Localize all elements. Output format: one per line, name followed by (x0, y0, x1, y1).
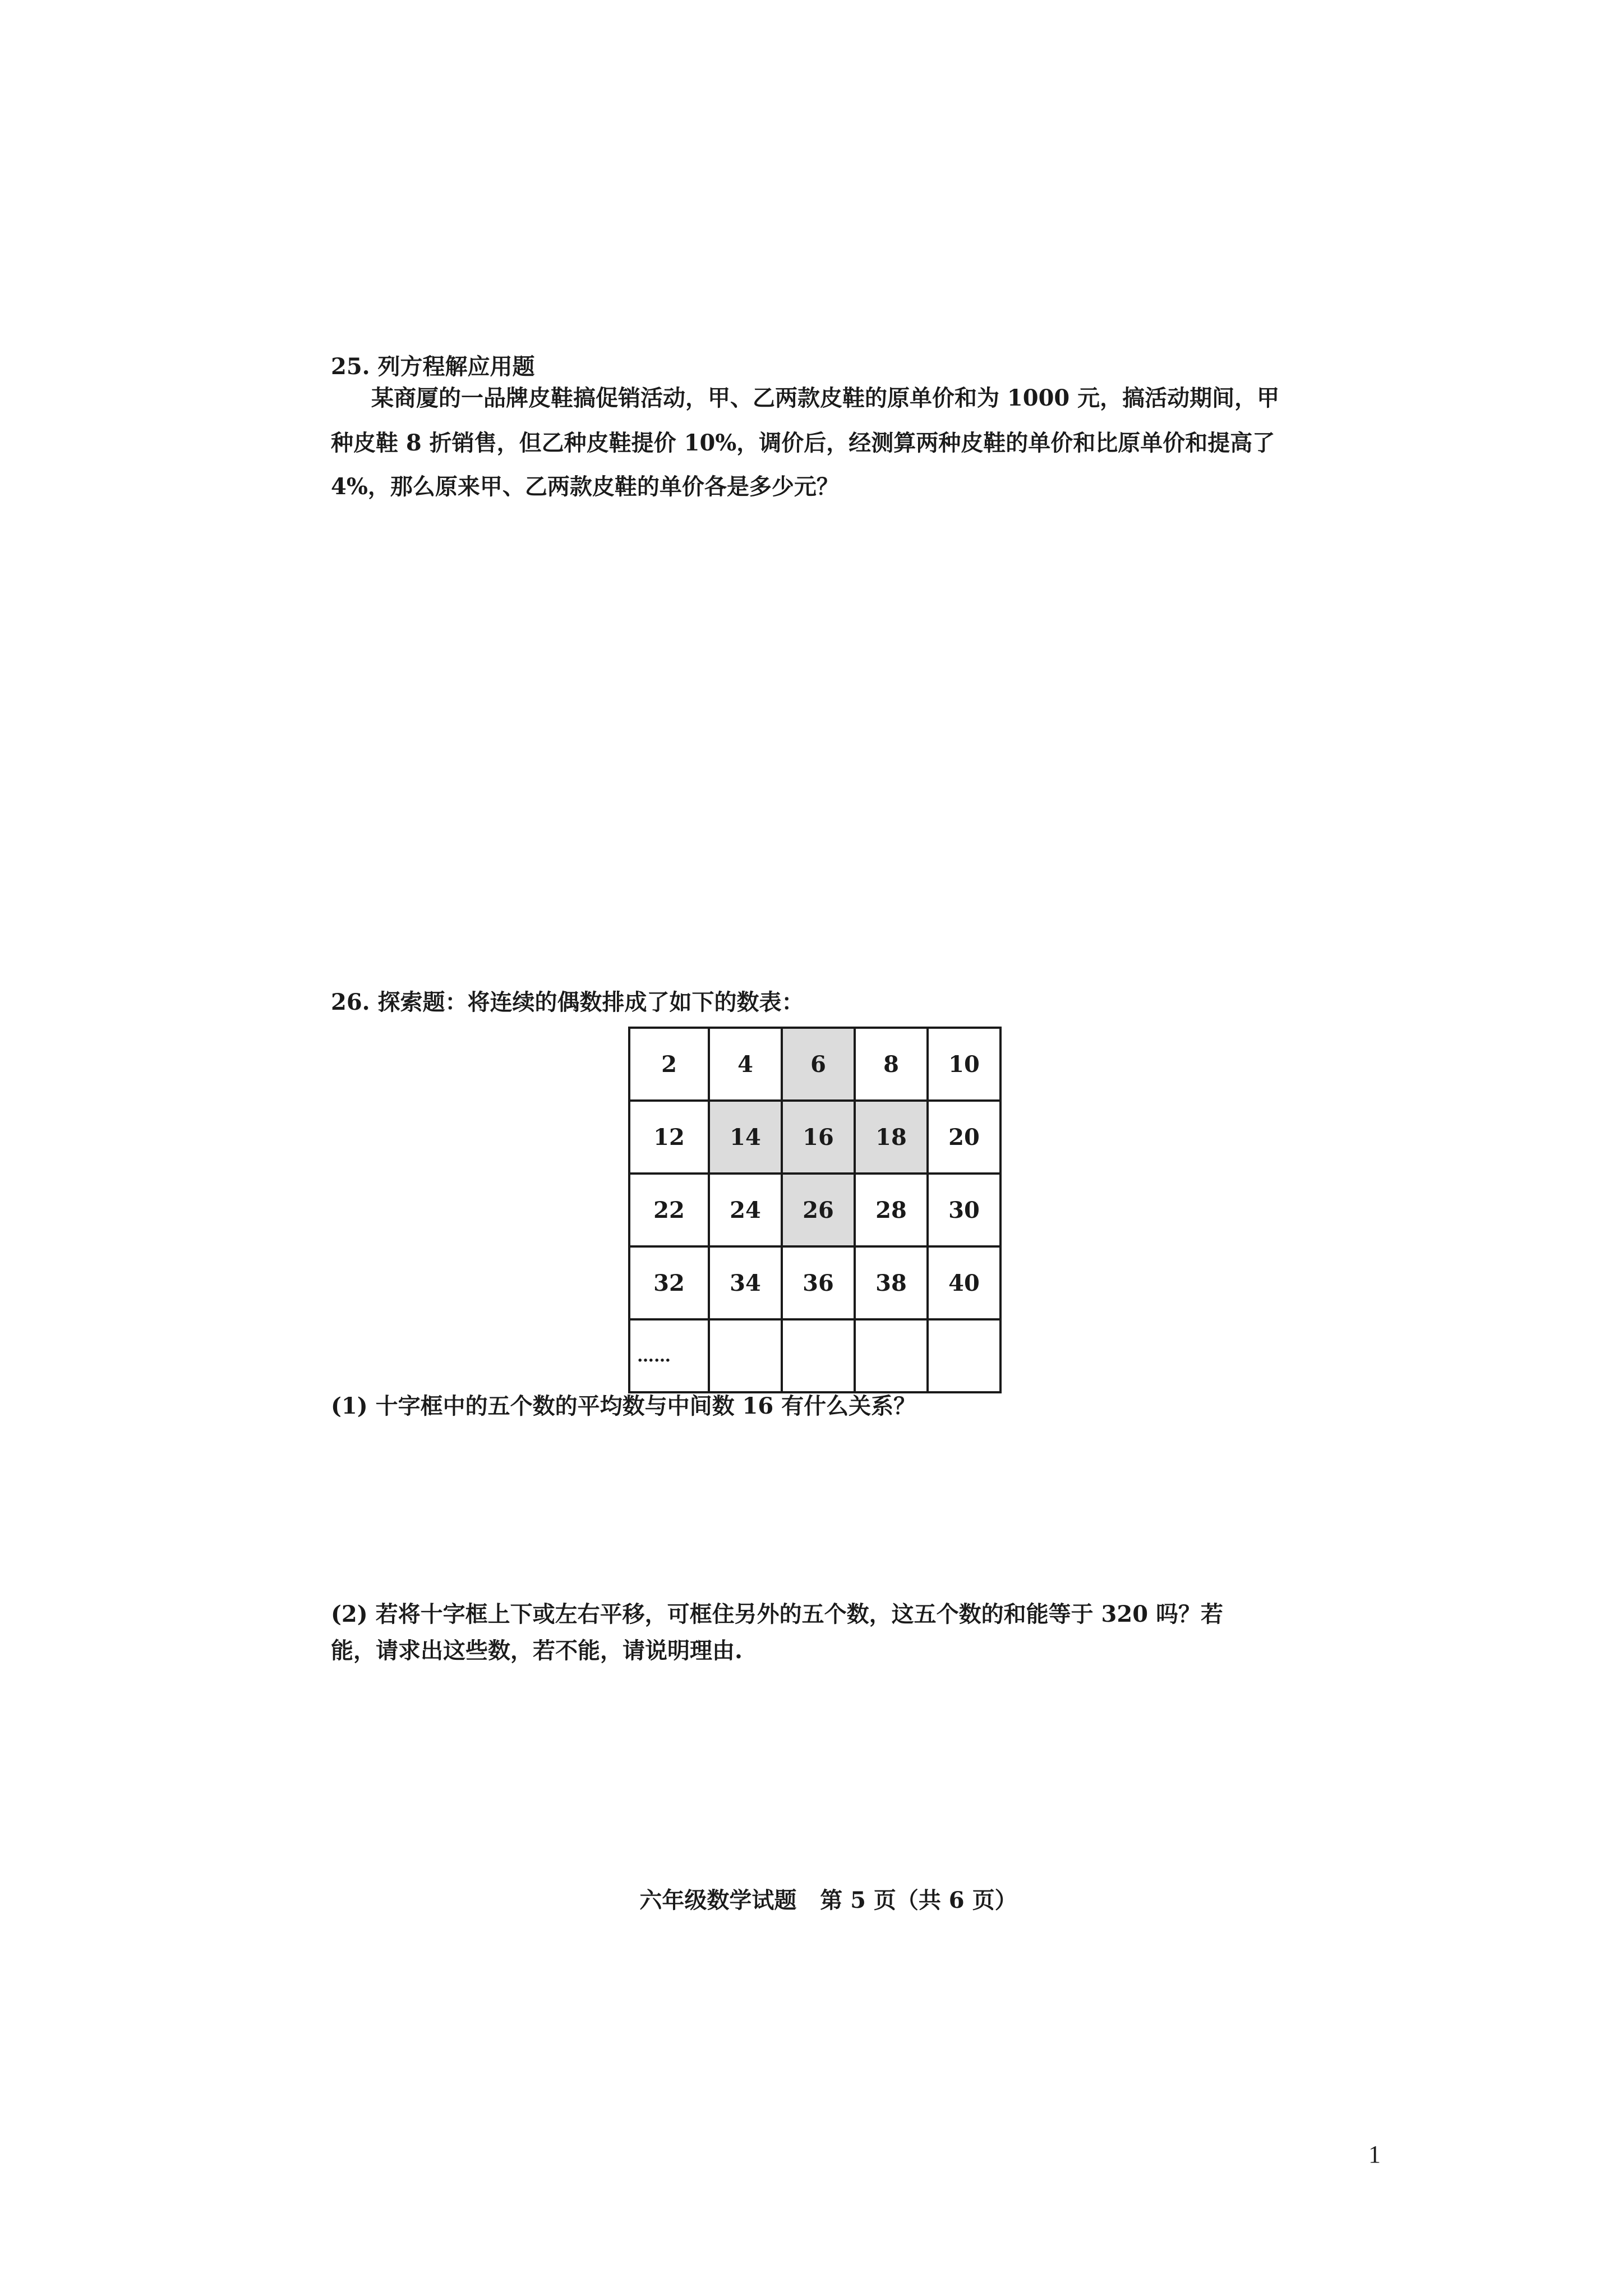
table-cell: 32 (629, 1246, 709, 1319)
table-cell (709, 1319, 782, 1392)
table-row (629, 1319, 1000, 1392)
table-cell: 24 (709, 1174, 782, 1246)
even-number-table (628, 1027, 1002, 1393)
table-cell-cross-center: 16 (782, 1101, 855, 1174)
table-row (629, 1101, 1000, 1174)
table-cell-cross-top: 6 (782, 1028, 855, 1101)
table-cell (782, 1319, 855, 1392)
table-row (629, 1028, 1000, 1101)
table-cell: 38 (855, 1246, 928, 1319)
footer-page-info: 第 5 页（共 6 页） (820, 1887, 1017, 1913)
table-row (629, 1174, 1000, 1246)
table-cell-cross-right: 18 (855, 1101, 928, 1174)
table-row (629, 1246, 1000, 1319)
table-cell: 22 (629, 1174, 709, 1246)
table-cell: 2 (629, 1028, 709, 1101)
table-cell: 34 (709, 1246, 782, 1319)
table-cell-ellipsis: …… (629, 1319, 709, 1392)
table-cell: 8 (855, 1028, 928, 1101)
table-cell: 40 (928, 1246, 1000, 1319)
table-cell: 20 (928, 1101, 1000, 1174)
question-25-title: 25. 列方程解应用题 (331, 353, 535, 380)
table-cell: 12 (629, 1101, 709, 1174)
table-cell (855, 1319, 928, 1392)
table-cell: 28 (855, 1174, 928, 1246)
page-footer (0, 1883, 1623, 1915)
question-26-part-2-line-1: (2) 若将十字框上下或左右平移，可框住另外的五个数，这五个数的和能等于 320 吗？若 (331, 1601, 1223, 1627)
question-26-part-1: (1) 十字框中的五个数的平均数与中间数 16 有什么关系？ (331, 1393, 916, 1419)
question-26-title: 26. 探索题：将连续的偶数排成了如下的数表： (331, 989, 804, 1015)
page-number: 1 (1368, 2141, 1381, 2168)
table-cell: 10 (928, 1028, 1000, 1101)
question-25-text-line-1: 某商厦的一品牌皮鞋搞促销活动，甲、乙两款皮鞋的原单价和为 1000 元，搞活动期间，甲 (371, 385, 1280, 411)
footer-subject: 六年级数学试题 (639, 1887, 797, 1913)
table-cell: 30 (928, 1174, 1000, 1246)
table-cell-cross-bottom: 26 (782, 1174, 855, 1246)
question-25-text-line-3: 4%，那么原来甲、乙两款皮鞋的单价各是多少元？ (331, 473, 839, 500)
question-25-text-line-2: 种皮鞋 8 折销售，但乙种皮鞋提价 10%，调价后，经测算两种皮鞋的单价和比原单价和提高了 (331, 430, 1275, 456)
table-cell: 36 (782, 1246, 855, 1319)
table-cell: 4 (709, 1028, 782, 1101)
question-26-part-2-line-2: 能，请求出这些数，若不能，请说明理由. (331, 1637, 743, 1664)
table-cell (928, 1319, 1000, 1392)
table-cell-cross-left: 14 (709, 1101, 782, 1174)
